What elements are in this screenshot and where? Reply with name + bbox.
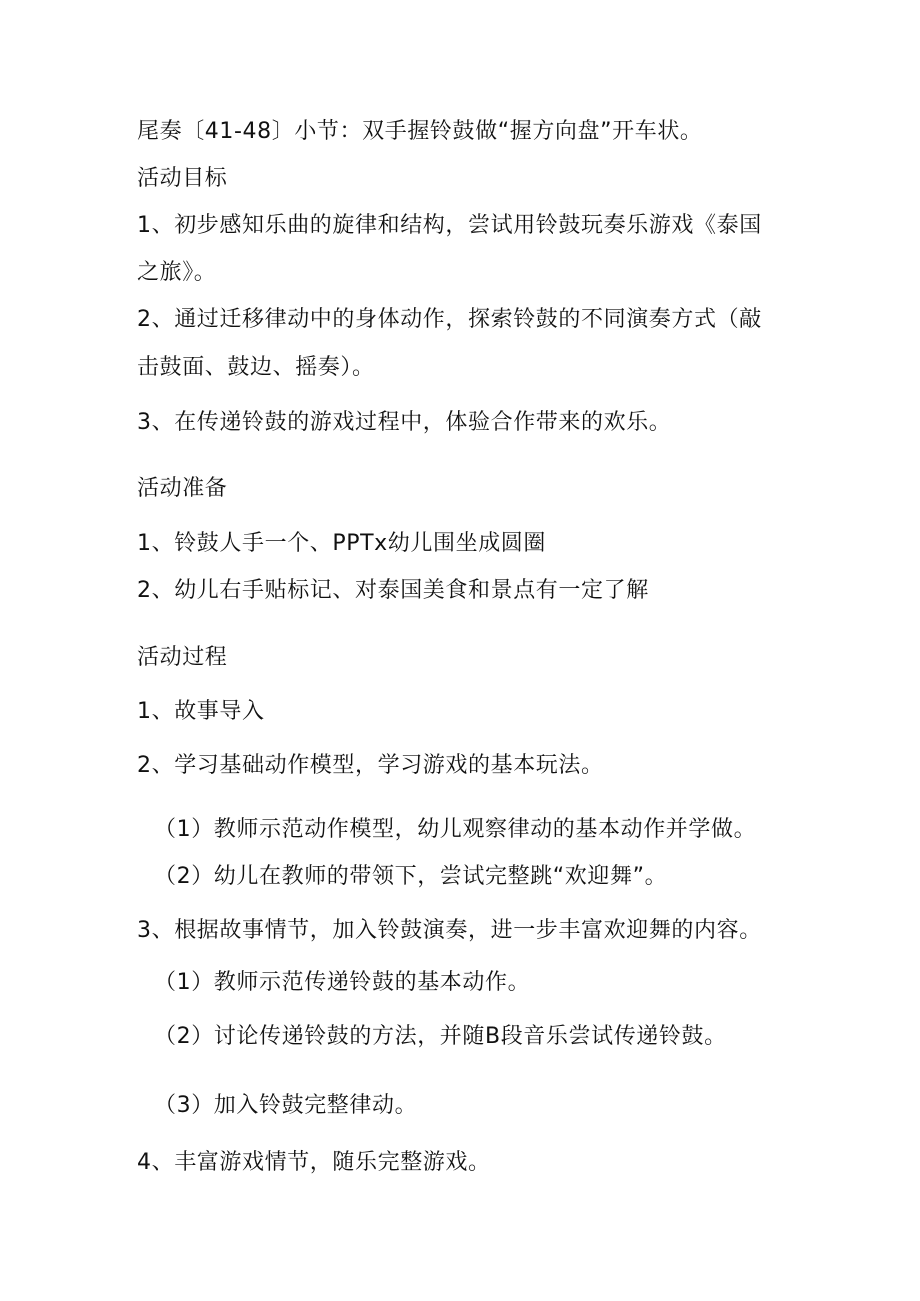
process-step-4: 4、丰富游戏情节，随乐完整游戏。 bbox=[137, 1150, 491, 1175]
process-step-3-sub-3: （3）加入铃鼓完整律动。 bbox=[154, 1093, 418, 1118]
heading-activity-process: 活动过程 bbox=[137, 645, 228, 670]
coda-description: 尾奏〔41-48〕小节：双手握铃鼓做“握方向盘”开车状。 bbox=[137, 119, 703, 144]
process-step-2-sub-1: （1）教师示范动作模型，幼儿观察律动的基本动作并学做。 bbox=[154, 817, 757, 842]
goal-1-line-1: 1、初步感知乐曲的旋律和结构，尝试用铃鼓玩奏乐游戏《泰国 bbox=[137, 213, 762, 238]
process-step-3-sub-2: （2）讨论传递铃鼓的方法，并随B段音乐尝试传递铃鼓。 bbox=[154, 1024, 727, 1049]
goal-2-line-2: 击鼓面、鼓边、摇奏）。 bbox=[137, 355, 375, 380]
heading-activity-goals: 活动目标 bbox=[137, 166, 228, 191]
heading-activity-preparation: 活动准备 bbox=[137, 476, 228, 501]
goal-2-line-1: 2、通过迁移律动中的身体动作，探索铃鼓的不同演奏方式（敲 bbox=[137, 307, 762, 332]
goal-3: 3、在传递铃鼓的游戏过程中，体验合作带来的欢乐。 bbox=[137, 410, 672, 435]
process-step-3-sub-1: （1）教师示范传递铃鼓的基本动作。 bbox=[154, 970, 531, 995]
goal-1-line-2: 之旅》。 bbox=[137, 260, 217, 285]
process-step-2-sub-2: （2）幼儿在教师的带领下，尝试完整跳“欢迎舞”。 bbox=[154, 864, 668, 889]
preparation-2: 2、幼儿右手贴标记、对泰国美食和景点有一定了解 bbox=[137, 578, 649, 603]
process-step-1: 1、故事导入 bbox=[137, 699, 265, 724]
process-step-3: 3、根据故事情节，加入铃鼓演奏，进一步丰富欢迎舞的内容。 bbox=[137, 918, 762, 943]
preparation-1: 1、铃鼓人手一个、PPTx幼儿围坐成圆圈 bbox=[137, 531, 546, 556]
process-step-2: 2、学习基础动作模型，学习游戏的基本玩法。 bbox=[137, 753, 604, 778]
